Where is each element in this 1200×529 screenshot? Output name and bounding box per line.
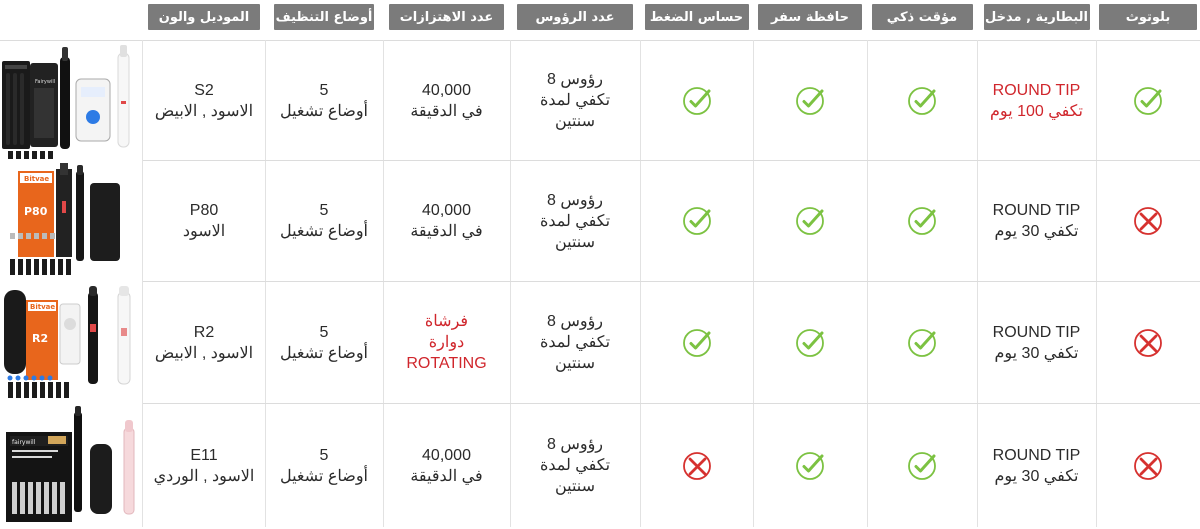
vibrations-value: 40,000 <box>422 446 471 464</box>
table-header <box>0 0 1200 40</box>
cross-icon <box>1133 451 1163 481</box>
vibrations-unit: في الدقيقة <box>410 223 483 240</box>
box-model-text: R2 <box>32 332 49 345</box>
check-icon <box>682 328 712 358</box>
header-heads: عدد الرؤوس <box>517 4 633 30</box>
check-icon <box>907 86 937 116</box>
battery-cell <box>977 41 1096 160</box>
header-model-color: الموديل والون <box>148 4 260 30</box>
heads-cell <box>510 161 640 281</box>
travel-case-cell <box>753 282 867 403</box>
heads-count: 8 رؤوس <box>546 191 604 209</box>
check-icon <box>682 206 712 236</box>
vibrations-value: 40,000 <box>422 202 471 219</box>
box-model-text: P80 <box>24 205 48 218</box>
cross-icon <box>1133 206 1163 236</box>
header-vibrations: عدد الاهتزازات <box>389 4 504 30</box>
model-name: E11 <box>190 446 218 464</box>
modes-count: 5 <box>319 202 329 219</box>
header-smart-timer: مؤقت ذكي <box>872 4 973 30</box>
bluetooth-cell <box>1096 161 1200 281</box>
battery-type: ROUND TIP <box>992 202 1081 219</box>
heads-years: سنتين <box>554 478 596 495</box>
battery-cell <box>977 282 1096 403</box>
travel-case-cell <box>753 41 867 160</box>
bluetooth-cell <box>1096 41 1200 160</box>
vibrations-value: 40,000 <box>422 81 471 99</box>
smart-timer-cell <box>867 404 977 527</box>
header-pressure-sensor: حساس الضغط <box>645 4 749 30</box>
heads-duration: تكفي لمدة <box>539 92 611 109</box>
battery-duration: تكفي 30 يوم <box>994 223 1079 240</box>
vibrations-cell <box>383 282 510 403</box>
heads-duration: تكفي لمدة <box>539 457 611 474</box>
check-icon <box>907 206 937 236</box>
heads-count: 8 رؤوس <box>546 436 604 453</box>
heads-cell <box>510 41 640 160</box>
smart-timer-cell <box>867 282 977 403</box>
modes-label: أوضاع تشغيل <box>279 344 368 362</box>
box-brand-text: fairywill <box>12 439 36 446</box>
table-row <box>0 161 1200 281</box>
bluetooth-cell <box>1096 404 1200 527</box>
header-bluetooth: بلوتوث <box>1099 4 1197 30</box>
battery-duration: تكفي 30 يوم <box>994 467 1079 485</box>
battery-duration: تكفي 30 يوم <box>994 344 1079 362</box>
model-colors: الاسود , الابيض <box>154 102 254 120</box>
model-color-cell <box>143 404 265 527</box>
pressure-sensor-cell <box>640 161 753 281</box>
product-image-r2 <box>0 284 142 401</box>
battery-cell <box>977 161 1096 281</box>
modes-count: 5 <box>319 446 329 464</box>
vibrations-unit: في الدقيقة <box>410 467 483 485</box>
model-name: R2 <box>193 323 215 341</box>
model-color-cell <box>143 282 265 403</box>
check-icon <box>1133 86 1163 116</box>
heads-count: 8 رؤوس <box>546 313 604 330</box>
table-row <box>0 282 1200 403</box>
battery-duration: تكفي 100 يوم <box>990 102 1083 120</box>
pressure-sensor-cell <box>640 41 753 160</box>
heads-duration: تكفي لمدة <box>539 334 611 351</box>
heads-years: سنتين <box>554 113 596 130</box>
check-icon <box>682 86 712 116</box>
product-image-p80 <box>0 163 142 279</box>
modes-cell <box>265 41 383 160</box>
box-brand-text: Bitvae <box>24 175 50 183</box>
model-color-cell <box>143 41 265 160</box>
bluetooth-cell <box>1096 282 1200 403</box>
header-cleaning-modes: أوضاع التنظيف <box>274 4 374 30</box>
model-colors: الاسود , الابيض <box>154 344 254 362</box>
model-name: S2 <box>194 81 214 99</box>
heads-years: سنتين <box>554 233 596 251</box>
header-battery-input: البطارية , مدخل <box>984 4 1090 30</box>
cross-icon <box>1133 328 1163 358</box>
product-image-s2 <box>0 43 142 160</box>
modes-cell <box>265 404 383 527</box>
rotating-label-en: ROTATING <box>406 355 487 372</box>
vibrations-cell <box>383 161 510 281</box>
modes-cell <box>265 282 383 403</box>
model-colors: الاسود , الوردي <box>153 467 255 485</box>
model-color-cell <box>143 161 265 281</box>
vibrations-cell <box>383 41 510 160</box>
heads-cell <box>510 404 640 527</box>
heads-cell <box>510 282 640 403</box>
travel-case-cell <box>753 404 867 527</box>
heads-years: سنتين <box>554 355 596 372</box>
travel-case-cell <box>753 161 867 281</box>
pressure-sensor-cell <box>640 404 753 527</box>
check-icon <box>795 206 825 236</box>
modes-label: أوضاع تشغيل <box>279 467 368 485</box>
battery-cell <box>977 404 1096 527</box>
smart-timer-cell <box>867 161 977 281</box>
model-colors: الاسود <box>182 223 226 240</box>
heads-duration: تكفي لمدة <box>539 212 611 230</box>
check-icon <box>795 451 825 481</box>
header-travel-case: حافظة سفر <box>758 4 862 30</box>
battery-type: ROUND TIP <box>992 446 1081 464</box>
modes-count: 5 <box>319 323 329 341</box>
box-brand-text: Fairywill <box>35 79 56 85</box>
modes-label: أوضاع تشغيل <box>279 223 368 240</box>
model-name: P80 <box>189 202 219 219</box>
modes-count: 5 <box>319 81 329 99</box>
box-brand-text: Bitvae <box>30 303 56 311</box>
heads-count: 8 رؤوس <box>546 71 604 88</box>
product-image-e11 <box>0 406 142 525</box>
rotating-label: فرشاة <box>424 313 469 330</box>
modes-cell <box>265 161 383 281</box>
vibrations-unit: في الدقيقة <box>410 102 483 120</box>
check-icon <box>795 86 825 116</box>
smart-timer-cell <box>867 41 977 160</box>
cross-icon <box>682 451 712 481</box>
battery-type: ROUND TIP <box>992 81 1081 99</box>
table-row <box>0 404 1200 527</box>
modes-label: أوضاع تشغيل <box>279 102 368 120</box>
check-icon <box>795 328 825 358</box>
pressure-sensor-cell <box>640 282 753 403</box>
check-icon <box>907 328 937 358</box>
table-row <box>0 41 1200 160</box>
battery-type: ROUND TIP <box>992 323 1081 341</box>
rotating-label-ar: دوارة <box>428 334 465 351</box>
check-icon <box>907 451 937 481</box>
vibrations-cell <box>383 404 510 527</box>
